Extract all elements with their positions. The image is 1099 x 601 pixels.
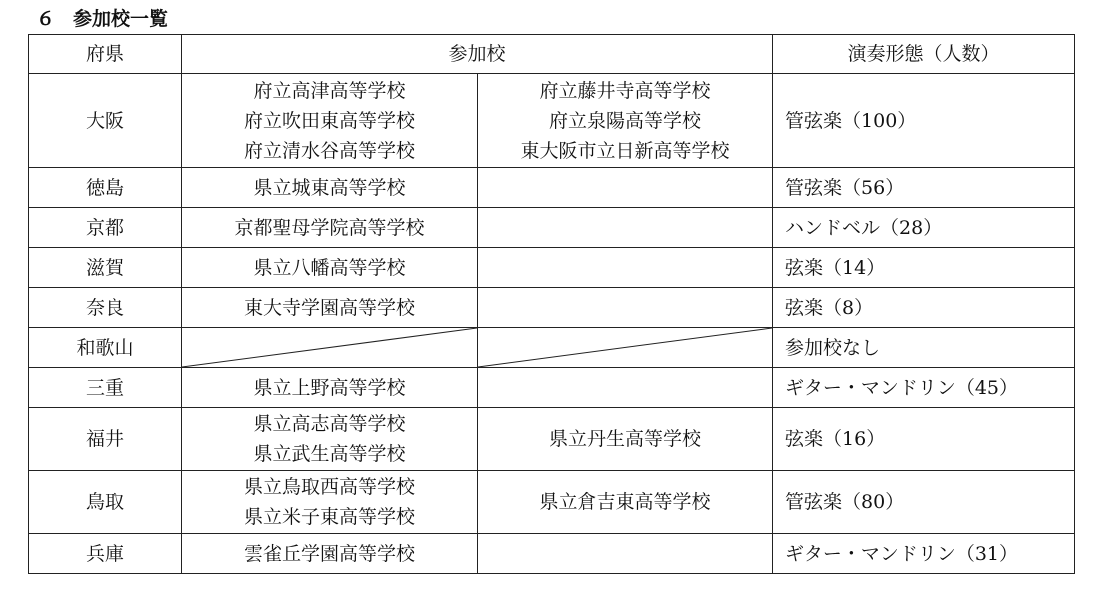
performance-cell: ハンドベル（28） (773, 208, 1075, 248)
table-row (29, 168, 1075, 208)
table-row (29, 208, 1075, 248)
school-name: 府立吹田東高等学校 (243, 109, 415, 132)
table-row (29, 328, 1075, 368)
school-cell-left (182, 534, 478, 574)
school-cell-right (478, 328, 773, 368)
prefecture-cell: 奈良 (29, 288, 182, 328)
school-cell-left (182, 368, 478, 408)
table-row (29, 471, 1075, 534)
school-cell-right (478, 168, 773, 208)
school-name: 府立藤井寺高等学校 (539, 79, 711, 102)
school-name: 東大阪市立日新高等学校 (520, 139, 730, 162)
school-cell-right (478, 248, 773, 288)
table-body (29, 74, 1075, 574)
school-cell-left (182, 208, 478, 248)
school-cell-left (182, 328, 478, 368)
school-cell-left (182, 248, 478, 288)
table-row (29, 368, 1075, 408)
school-name: 県立米子東高等学校 (243, 506, 415, 528)
school-cell-left (182, 288, 478, 328)
performance-cell: 弦楽（16） (773, 408, 1075, 471)
school-name: 県立高志高等学校 (253, 413, 406, 435)
school-cell-right (478, 471, 773, 534)
header-prefecture: 府県 (29, 35, 182, 74)
diagonal-slash (182, 328, 477, 367)
performance-cell: 弦楽（8） (773, 288, 1075, 328)
prefecture-cell: 徳島 (29, 168, 182, 208)
table-row (29, 534, 1075, 574)
prefecture-cell: 福井 (29, 408, 182, 471)
school-name: 府立清水谷高等学校 (243, 139, 415, 162)
prefecture-cell: 和歌山 (29, 328, 182, 368)
prefecture-cell: 兵庫 (29, 534, 182, 574)
performance-cell: ギター・マンドリン（45） (773, 368, 1075, 408)
school-cell-right (478, 288, 773, 328)
section-number: ６ (36, 8, 56, 30)
school-name: 県立八幡高等学校 (253, 256, 406, 279)
prefecture-cell: 大阪 (29, 74, 182, 168)
prefecture-cell: 鳥取 (29, 471, 182, 534)
performance-cell: 参加校なし (773, 328, 1075, 368)
header-schools: 参加校 (182, 35, 773, 74)
school-name: 京都聖母学院高等学校 (234, 216, 425, 239)
diagonal-slash (478, 328, 772, 367)
school-name: 府立泉陽高等学校 (549, 109, 702, 132)
school-name: 県立倉吉東高等学校 (539, 491, 711, 513)
school-cell-right (478, 74, 773, 168)
table-row (29, 74, 1075, 168)
school-cell-left (182, 74, 478, 168)
school-cell-right (478, 534, 773, 574)
performance-cell: 弦楽（14） (773, 248, 1075, 288)
table-header-row (29, 35, 1075, 74)
school-name: 県立鳥取西高等学校 (243, 476, 415, 498)
performance-cell: 管弦楽（80） (773, 471, 1075, 534)
school-cell-right (478, 208, 773, 248)
participating-schools-table (28, 34, 1075, 574)
school-cell-left (182, 168, 478, 208)
performance-cell: 管弦楽（56） (773, 168, 1075, 208)
school-name: 県立城東高等学校 (253, 176, 406, 199)
prefecture-cell: 三重 (29, 368, 182, 408)
school-cell-left (182, 471, 478, 534)
school-name: 府立高津高等学校 (253, 79, 406, 102)
school-name: 東大寺学園高等学校 (243, 296, 415, 319)
school-name: 県立丹生高等学校 (549, 428, 702, 450)
performance-cell: 管弦楽（100） (773, 74, 1075, 168)
prefecture-cell: 滋賀 (29, 248, 182, 288)
header-performance: 演奏形態（人数） (773, 35, 1075, 74)
school-cell-right (478, 408, 773, 471)
school-name: 県立武生高等学校 (253, 443, 406, 465)
table-row (29, 248, 1075, 288)
section-title: 参加校一覧 (73, 8, 169, 30)
prefecture-cell: 京都 (29, 208, 182, 248)
school-name: 雲雀丘学園高等学校 (243, 542, 415, 565)
table-row (29, 288, 1075, 328)
performance-cell: ギター・マンドリン（31） (773, 534, 1075, 574)
section-heading (36, 6, 168, 32)
school-cell-right (478, 368, 773, 408)
school-cell-left (182, 408, 478, 471)
table-row (29, 408, 1075, 471)
school-name: 県立上野高等学校 (253, 376, 406, 399)
